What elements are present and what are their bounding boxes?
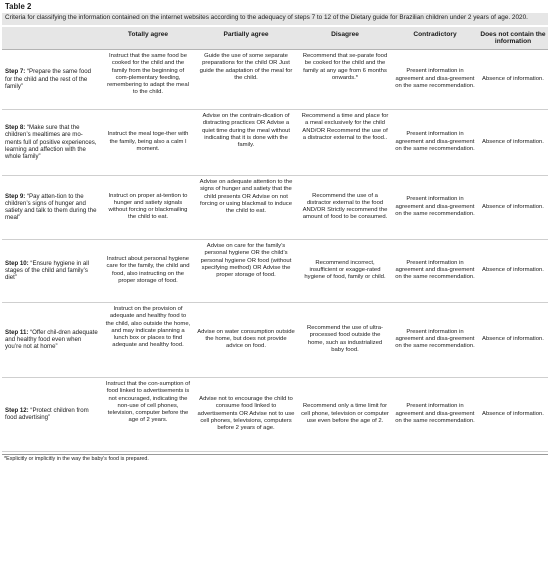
table-row-step-10: [2, 240, 548, 303]
step-cell: [2, 50, 102, 110]
step-number: Step 9:: [5, 192, 26, 200]
totally-agree-cell: Instruct that the con-sumption of food linked to advertisements is not encouraged, indicating the non-use of cell phones, television, computer before the age of 2 years.: [102, 378, 194, 452]
disagree-cell: Recommend a time and place for a meal exclusively for the child AND/OR Recommend the use of a distractor external to the food..: [298, 110, 392, 176]
header-step: [2, 27, 102, 50]
criteria-table: [2, 27, 548, 453]
partially-agree-cell: Advise on care for the family’s personal hygiene OR the child’s personal hygiene OR food (without specifying method) OR Advise the proper storage of food.: [194, 240, 298, 303]
totally-agree-cell: Instruct that the same food be cooked for the child and the family from the beginning of com-plementary feeding, remembering to adapt the meal to the child.: [102, 50, 194, 110]
header-disagree: Disagree: [298, 27, 392, 50]
contradictory-cell: Present information in agreement and disa-greement on the same recommendation.: [392, 303, 478, 378]
table-row-step-7: [2, 50, 548, 110]
table-row-step-8: [2, 110, 548, 176]
no-info-cell: Absence of information.: [478, 303, 548, 378]
disagree-cell: Recommend incorrect, insufficient or exagge-rated hygiene of food, family or child.: [298, 240, 392, 303]
no-info-cell: Absence of information.: [478, 110, 548, 176]
table-row-step-11: [2, 303, 548, 378]
disagree-cell: Recommend only a time limit for cell phone, television or computer use even before the age of 2.: [298, 378, 392, 452]
step-text: “Ensure hygiene in all stages of the child and family’s diet”: [5, 259, 90, 282]
step-text: “Offer chil-dren adequate and healthy food even when you’re not at home”: [5, 328, 98, 351]
table-caption: Criteria for classifying the information contained on the internet websites according to the adequacy of steps 7 to 12 of the Dietary guide for Brazilian children under 2 years of age. 2020.: [2, 13, 548, 25]
step-number: Step 8:: [5, 124, 26, 132]
partially-agree-cell: Guide the use of some separate preparations for the child OR Just guide the adaptation of the meal for the child.: [194, 50, 298, 110]
disagree-cell: Recommend the use of ultra-processed food outside the home, such as industrialized baby food.: [298, 303, 392, 378]
no-info-cell: Absence of information.: [478, 176, 548, 240]
step-cell: [2, 110, 102, 176]
step-text: “Prepare the same food for the child and the rest of the family”: [5, 68, 92, 90]
step-text: “Make sure that the children’s mealtimes are mo-ments full of positive experiences, learning and affection with the whole family”: [5, 124, 97, 160]
partially-agree-cell: Advise not to encourage the child to consume food linked to advertisements OR Advise not to use cell phones, televisions, computers before 2 years of age.: [194, 378, 298, 452]
no-info-cell: Absence of information.: [478, 50, 548, 110]
disagree-cell: Recommend the use of a distractor external to the food AND/OR Strictly recommend the amount of food to be consumed.: [298, 176, 392, 240]
table-row-step-9: [2, 176, 548, 240]
partially-agree-cell: Advise on water consumption outside the home, but does not provide advice on food.: [194, 303, 298, 378]
table-footnote: *Explicitly or implicitly in the way the baby’s food is prepared.: [4, 456, 149, 463]
no-info-cell: Absence of information.: [478, 378, 548, 452]
totally-agree-cell: Instruct the meal toge-ther with the family, being also a calm l moment.: [102, 110, 194, 176]
step-text: “Pay atten-tion to the children’s signs of hunger and satiety and talk to them during the meal”: [5, 192, 97, 222]
header-partially-agree: Partially agree: [194, 27, 298, 50]
partially-agree-cell: Advise on the contrain-dication of distracting practices OR Advise a quiet time during the meal without indicating that it is done with the family.: [194, 110, 298, 176]
header-no-information: Does not contain the information: [478, 27, 548, 50]
contradictory-cell: Present information in agreement and disa-greement on the same recommendation.: [392, 50, 478, 110]
step-text: “Protect children from food advertising”: [5, 406, 89, 422]
step-number: Step 11:: [5, 328, 29, 336]
step-number: Step 10:: [5, 259, 29, 267]
partially-agree-cell: Advise on adequate attention to the signs of hunger and satiety that the child presents OR Advise on not forcing or using blackmail to induce the child to eat.: [194, 176, 298, 240]
disagree-cell: Recommend that se-parate food be cooked for the child and the family at any age from 6 months onwards.*: [298, 50, 392, 110]
contradictory-cell: Present information in agreement and disa-greement on the same recommendation.: [392, 176, 478, 240]
contradictory-cell: Present information in agreement and disa-greement on the same recommendation.: [392, 378, 478, 452]
step-number: Step 12:: [5, 406, 29, 414]
step-cell: [2, 378, 102, 452]
step-cell: [2, 303, 102, 378]
no-info-cell: Absence of information.: [478, 240, 548, 303]
contradictory-cell: Present information in agreement and disa-greement on the same recommendation.: [392, 240, 478, 303]
table-row-step-12: [2, 378, 548, 452]
table-label: Table 2: [5, 2, 32, 11]
step-number: Step 7:: [5, 68, 26, 76]
totally-agree-cell: Instruct about personal hygiene care for the family, the child and food, also instructing on the proper storage of food.: [102, 240, 194, 303]
totally-agree-cell: Instruct on proper at-tention to hunger and satiety signals without forcing or blackmailing the child to eat.: [102, 176, 194, 240]
header-row: [2, 27, 548, 50]
header-contradictory: Contradictory: [392, 27, 478, 50]
contradictory-cell: Present information in agreement and disa-greement on the same recommendation.: [392, 110, 478, 176]
totally-agree-cell: Instruct on the provision of adequate and healthy food to the child, also outside the home, and may indicate planning a lunch box or places to find adequate and healthy food.: [102, 303, 194, 378]
step-cell: [2, 240, 102, 303]
step-cell: [2, 176, 102, 240]
header-totally-agree: Totally agree: [102, 27, 194, 50]
